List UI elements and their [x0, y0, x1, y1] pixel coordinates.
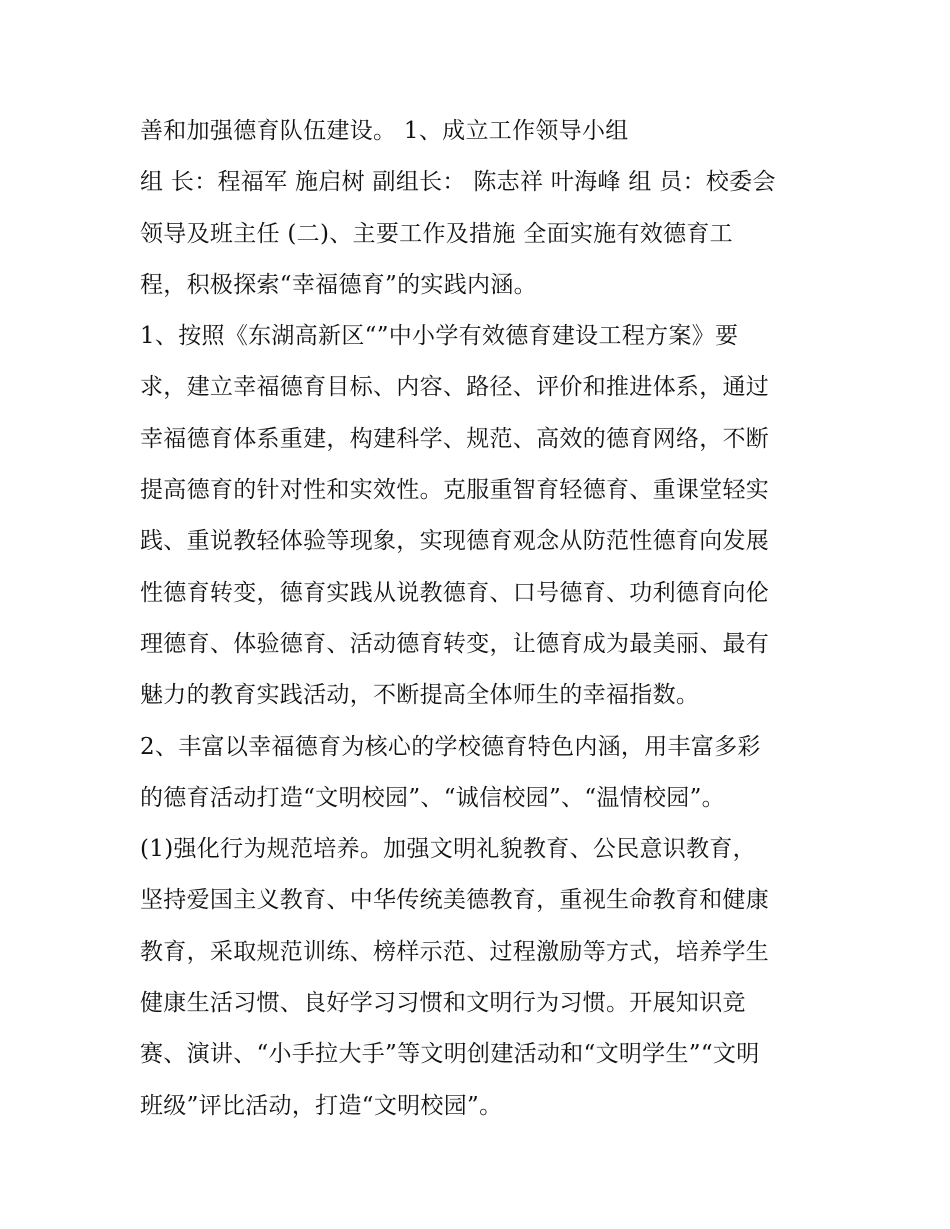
text-line: 教育，采取规范训练、榜样示范、过程激励等方式，培养学生	[140, 938, 770, 965]
text-line: 组 长：程福军 施启树 副组长： 陈志祥 叶海峰 组 员：校委会	[140, 169, 776, 196]
text-line: 提高德育的针对性和实效性。克服重智育轻德育、重课堂轻实	[140, 477, 770, 504]
text-line: 班级”评比活动，打造“文明校园”。	[140, 1092, 503, 1119]
document-body	[140, 106, 830, 1132]
text-line: 幸福德育体系重建，构建科学、规范、高效的德育网络，不断	[140, 425, 770, 452]
text-line: 2、丰富以幸福德育为核心的学校德育特色内涵，用丰富多彩	[140, 733, 761, 760]
text-line: 的德育活动打造“文明校园”、“诚信校园”、“温情校园”。	[140, 784, 725, 811]
text-line: 求，建立幸福德育目标、内容、路径、评价和推进体系，通过	[140, 374, 770, 401]
text-line: 性德育转变，德育实践从说教德育、口号德育、功利德育向伦	[140, 579, 770, 606]
text-line: 魅力的教育实践活动，不断提高全体师生的幸福指数。	[140, 682, 700, 709]
text-line: 赛、演讲、“小手拉大手”等文明创建活动和“文明学生”“文明	[140, 1041, 760, 1068]
text-line: 善和加强德育队伍建设。 1、成立工作领导小组	[140, 118, 629, 144]
text-line: (1)强化行为规范培养。加强文明礼貌教育、公民意识教育，	[140, 836, 756, 863]
text-line: 领导及班主任 (二)、主要工作及措施 全面实施有效德育工	[140, 220, 733, 247]
text-line: 健康生活习惯、良好学习习惯和文明行为习惯。开展知识竞	[140, 990, 746, 1017]
text-line: 坚持爱国主义教育、中华传统美德教育，重视生命教育和健康	[140, 887, 770, 914]
text-line: 程，积极探索“幸福德育”的实践内涵。	[140, 271, 537, 298]
text-line: 践、重说教轻体验等现象，实现德育观念从防范性德育向发展	[140, 528, 770, 555]
text-line: 理德育、体验德育、活动德育转变，让德育成为最美丽、最有	[140, 630, 770, 657]
text-line: 1、按照《东湖高新区“”中小学有效德育建设工程方案》要	[140, 323, 739, 350]
